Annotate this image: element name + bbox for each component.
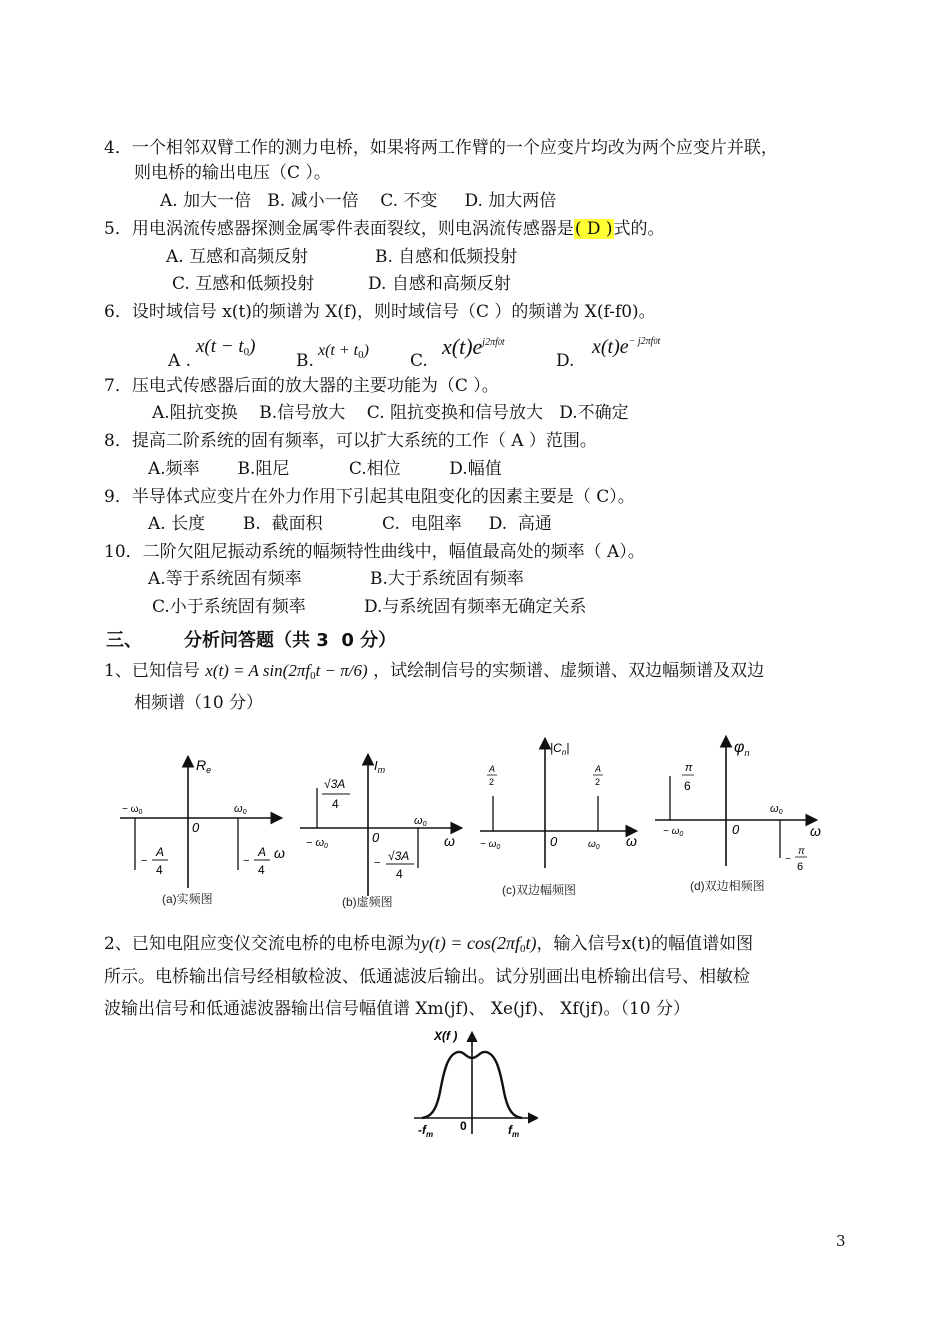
page-number: 3 [836, 1232, 846, 1250]
fig-d-pos-minus: − [785, 854, 791, 865]
fig-b-omega-axis-label: ω [444, 833, 455, 849]
q5-option-b: B. 自感和低频投射 [375, 247, 518, 267]
q4-stem-line1: 4．一个相邻双臂工作的测力电桥，如果将两工作臂的一个应变片均改为两个应变片并联， [104, 138, 778, 158]
fig-d-omega0: ω0 [770, 803, 783, 816]
fig-c-pos-den: 2 [595, 777, 601, 787]
fig-a-ylabel: $R_e$ [196, 757, 212, 775]
xf-ylabel: X(f ) [434, 1029, 458, 1043]
p1-stem [104, 660, 764, 687]
q8-stem: 8．提高二阶系统的固有频率，可以扩大系统的工作（ A ）范围。 [104, 431, 597, 451]
fig-c-ylabel: $|C_n|$ [550, 741, 570, 757]
fig-d-pos-num: π [798, 846, 805, 857]
fig-a-omega-axis-label: ω [274, 845, 285, 861]
p1-stem-line2: 相频谱（10 分） [134, 693, 264, 713]
q5-option-d: D. 自感和高频反射 [368, 274, 511, 294]
p2-formula: $y(t) = \cos(2\pi f_0t)$ [420, 933, 537, 955]
fig-c-omega0: $\omega_0$ [588, 839, 600, 851]
xf-fm: $f_m$ [508, 1123, 520, 1139]
section-number: 三、 [106, 630, 142, 651]
fig-a-pos-minus: − [243, 855, 250, 867]
q6-formula-c: $x(t)e^{j2\pi f0t}$ [442, 334, 505, 359]
p1-stem-pre: 1、已知信号 [104, 661, 200, 681]
q6-formula-d: $x(t)e^{- j2\pi f0t}$ [592, 336, 661, 358]
xf-spectrum-figure [408, 1022, 538, 1144]
xf-neg-fm: $-f_m$ [418, 1123, 434, 1139]
q10-stem: 10．二阶欠阻尼振动系统的幅频特性曲线中，幅值最高处的频率（ A）。 [104, 542, 645, 562]
figure-d-phase-spectrum [655, 738, 821, 893]
fig-d-neg-omega0: − $\omega_0$ [663, 826, 684, 838]
fig-a-origin: 0 [192, 820, 200, 835]
p2-stem-mid: ，输入信号 [536, 934, 622, 954]
fig-b-omega0: ω0 [414, 815, 427, 828]
fig-a-caption: (a)实频图 [162, 892, 213, 906]
fig-b-origin: 0 [372, 830, 380, 845]
q5-stem-pre: 5．用电涡流传感器探测金属零件表面裂纹，则电涡流传感器是 [104, 219, 574, 239]
q7-options: A.阻抗变换 B.信号放大 C. 阻抗变换和信号放大 D.不确定 [152, 403, 629, 423]
q6-formula-a: $x(t - t_0)$ [196, 336, 256, 358]
fig-a-pos-num: A [258, 845, 267, 859]
fig-d-omega-axis-label: ω [810, 823, 821, 839]
q10-option-b: B.大于系统固有频率 [370, 569, 524, 589]
q4-options: A. 加大一倍 B. 减小一倍 C. 不变 D. 加大两倍 [160, 191, 557, 211]
q5-option-c: C. 互感和低频投射 [172, 274, 315, 294]
fig-b-neg-omega0: − ω0 [306, 837, 328, 850]
fig-c-neg-num: A [489, 764, 496, 774]
p2-stem-line2: 所示。电桥输出信号经相敏检波、低通滤波后输出。试分别画出电桥输出信号、相敏检 [104, 967, 750, 987]
q4-stem-line2: 则电桥的输出电压（C ）。 [134, 163, 331, 183]
fig-d-pos-den: 6 [797, 861, 804, 873]
figure-c-amplitude-spectrum [480, 740, 637, 897]
q6-formula-b: $x(t + t_0)$ [318, 342, 369, 361]
p2-stem-post: x(t)的幅值谱如图 [621, 934, 754, 954]
fig-d-caption: (d)双边相频图 [690, 879, 765, 893]
q10-option-d: D.与系统固有频率无确定关系 [364, 597, 587, 617]
fig-c-omega-axis-label: ω [626, 833, 637, 849]
fig-a-neg-num: A [156, 845, 165, 859]
fig-b-ylabel: $I_m$ [374, 758, 386, 775]
q7-stem: 7．压电式传感器后面的放大器的主要功能为（C ）。 [104, 376, 499, 396]
q9-stem: 9．半导体式应变片在外力作用下引起其电阻变化的因素主要是（ C）。 [104, 487, 635, 507]
figure-a-real-spectrum [120, 757, 285, 906]
q5-answer-highlight: ( D ) [574, 219, 613, 239]
q9-options: A. 长度 B. 截面积 C. 电阻率 D. 高通 [148, 514, 552, 534]
q5-stem-post: 式的。 [613, 219, 665, 239]
fig-c-caption: (c)双边幅频图 [502, 883, 576, 897]
fig-a-omega0: ω0 [234, 803, 247, 816]
q6-stem: 6．设时域信号 x(t)的频谱为 X(f)，则时域信号（C ）的频谱为 X(f-f0)。 [104, 302, 656, 322]
fig-d-origin: 0 [732, 822, 740, 837]
q10-option-c: C.小于系统固有频率 [152, 597, 306, 617]
fig-d-neg-num: π [685, 762, 693, 774]
fig-b-neg-num: √3A [324, 777, 346, 791]
q6-label-a: A . [168, 351, 192, 371]
p1-formula: x(t) = A $\sin(2\pi f_0t - \pi/6)$ [205, 661, 368, 682]
p2-stem [104, 932, 753, 960]
fig-a-neg-omega0: − $\omega_0$ [122, 804, 143, 816]
q6-label-b: B. [296, 351, 314, 371]
section-title: 分析问答题（共 3 0 分） [184, 630, 397, 651]
fig-c-pos-num: A [595, 764, 602, 774]
q5-option-a: A. 互感和高频反射 [166, 247, 309, 267]
q6-label-d: D. [556, 351, 575, 371]
xf-origin: 0 [460, 1119, 467, 1133]
q5-stem [104, 218, 665, 240]
fig-c-neg-omega0: − $\omega_0$ [480, 839, 501, 851]
p2-stem-line3: 波输出信号和低通滤波器输出信号幅值谱 Xm(jf)、 Xe(jf)、 Xf(jf)。（10 分） [104, 999, 691, 1019]
fig-d-neg-den: 6 [684, 779, 691, 793]
spectrum-figures [110, 728, 840, 918]
fig-b-pos-num: √3A [388, 849, 410, 863]
p1-stem-post: ，试绘制信号的实频谱、虚频谱、双边幅频谱及双边 [373, 661, 765, 681]
fig-a-neg-den: 4 [156, 863, 163, 877]
fig-d-ylabel: $\varphi_n$ [734, 739, 750, 758]
p2-stem-pre: 2、已知电阻应变仪交流电桥的电桥电源为 [104, 934, 421, 954]
fig-a-pos-den: 4 [258, 863, 265, 877]
fig-a-neg-minus: − [141, 855, 148, 867]
q8-options: A.频率 B.阻尼 C.相位 D.幅值 [148, 459, 502, 479]
fig-c-neg-den: 2 [489, 777, 495, 787]
figure-b-imag-spectrum [300, 756, 460, 909]
fig-b-caption: (b)虚频图 [342, 895, 393, 909]
fig-b-pos-den: 4 [396, 867, 403, 881]
fig-b-neg-den: 4 [332, 797, 339, 811]
q10-option-a: A.等于系统固有频率 [148, 569, 302, 589]
fig-c-origin: 0 [550, 834, 558, 849]
q6-label-c: C. [410, 351, 428, 371]
fig-b-pos-minus: − [374, 857, 381, 869]
